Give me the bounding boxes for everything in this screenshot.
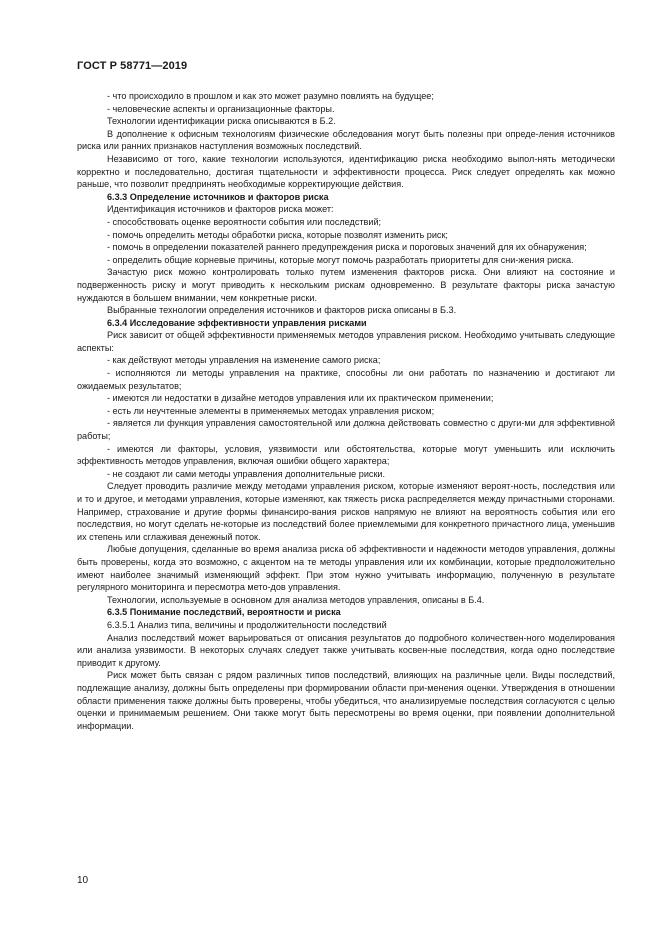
paragraph: - является ли функция управления самостоятельной или должна действовать совместно с други-ми для эффективной работы; [77, 418, 615, 442]
paragraph: Технологии, используемые в основном для анализа методов управления, описаны в Б.4. [107, 594, 485, 605]
paragraph: Риск зависит от общей эффективности применяемых методов управления риском. Необходимо учитывать следующие аспекты: [77, 330, 615, 353]
paragraph: Технологии идентификации риска описываются в Б.2. [107, 116, 336, 127]
paragraph: - есть ли неучтенные элементы в применяемых методах управления риском; [107, 405, 435, 416]
section-heading: 6.3.3 Определение источников и факторов риска [107, 191, 329, 202]
paragraph: - не создают ли сами методы управления дополнительные риски. [107, 468, 386, 479]
paragraph: В дополнение к офисным технологиям физические обследования могут быть полезны при опреде-ления источников риска или ранних признаков наступления возможных последствий. [77, 128, 615, 152]
paragraph: - человеческие аспекты и организационные факторы. [107, 103, 335, 114]
paragraph: - способствовать оценке вероятности события или последствий; [107, 216, 382, 227]
section-heading: 6.3.4 Исследование эффективности управления рисками [107, 317, 367, 328]
section-heading: 6.3.5.1 Анализ типа, величины и продолжительности последствий [107, 619, 387, 630]
paragraph: Зачастую риск можно контролировать только путем изменения факторов риска. Они влияют на состояние и подверженность риску и могут приводить к нескольким рискам одновременно. В результате факторы риска зачастую нуждаются в большем внимании, чем конкретные риски. [77, 267, 615, 303]
paragraph: Следует проводить различие между методами управления риском, которые изменяют вероят-ность, последствия или и то и другое, и методами управления, которые изменяют, как тяжесть риска распределяется между причастными сторонами. Например, страхование и другие формы финансиро-вания рисков напрямую не влияют на вероятность события или его последствия, но могут сделать не-которые из последствий более приемлемыми для конкретного причастного лица, уменьшив их степень или сглаживая денежный поток. [77, 481, 615, 542]
paragraph: Выбранные технологии определения источников и факторов риска описаны в Б.3. [107, 305, 457, 316]
page-number: 10 [77, 875, 89, 886]
paragraph: - что происходило в прошлом и как это может разумно повлиять на будущее; [107, 91, 434, 101]
paragraph: Любые допущения, сделанные во время анализа риска об эффективности и надежности методов управления, должны быть проверены, когда это возможно, с акцентом на те методы управления или их комбинации, которые предположительно имеют наиболее значимый изменяющий эффект. При этом нужно учитывать информацию, полученную в результате регулярного мониторинга и пересмотра мето-дов управления. [77, 544, 615, 593]
paragraph: - определить общие корневые причины, которые могут помочь разработать приоритеты для сни-жения риска. [107, 254, 574, 265]
paragraph: Анализ последствий может варьироваться от описания результатов до подробного количествен-ного моделирования или анализа уязвимости. В некоторых случаях следует также учитывать косвен-ные последствия, когда одно последствие приводит к другому. [77, 632, 615, 668]
paragraph: - имеются ли факторы, условия, уязвимости или обстоятельства, которые могут уменьшить или исключить эффективность методов управления, включая ошибки общего характера; [77, 443, 615, 467]
paragraph: - помочь в определении показателей раннего предупреждения риска и пороговых значений для их обнаружения; [107, 242, 587, 253]
document-id: ГОСТ Р 58771—2019 [77, 60, 188, 72]
paragraph: - имеются ли недостатки в дизайне методов управления или их практическом применении; [107, 393, 494, 404]
paragraph: Риск может быть связан с рядом различных типов последствий, влияющих на различные цели. Виды последствий, подлежащие анализу, должны быть определены при формировании области при-менения оценки. Утверждения в отношении области применения также должны быть проверены, чтобы убедиться, что анализируемые последствия согласуются с целью оценки и принимаемым решением. Они также могут быть пересмотрены во время оценки, при появлении дополнительной информации. [77, 670, 615, 731]
paragraph: - как действуют методы управления на изменение самого риска; [107, 355, 381, 366]
paragraph: - помочь определить методы обработки риска, которые позволят изменить риск; [107, 229, 448, 240]
paragraph: - исполняются ли методы управления на практике, способны ли они работать по назначению и достигают ли ожидаемых результатов; [77, 368, 615, 391]
paragraph: Независимо от того, какие технологии используются, идентификацию риска необходимо выпол-нять методически корректно и последовательно, достигая тщательности и эффективности процесса. Риск следует определять как можно раньше, что позволит предпринять необходимые корректирующие действия. [77, 153, 615, 190]
paragraph: Идентификация источников и факторов риска может: [107, 204, 334, 215]
document-body [77, 90, 615, 732]
section-heading: 6.3.5 Понимание последствий, вероятности и риска [107, 607, 341, 618]
